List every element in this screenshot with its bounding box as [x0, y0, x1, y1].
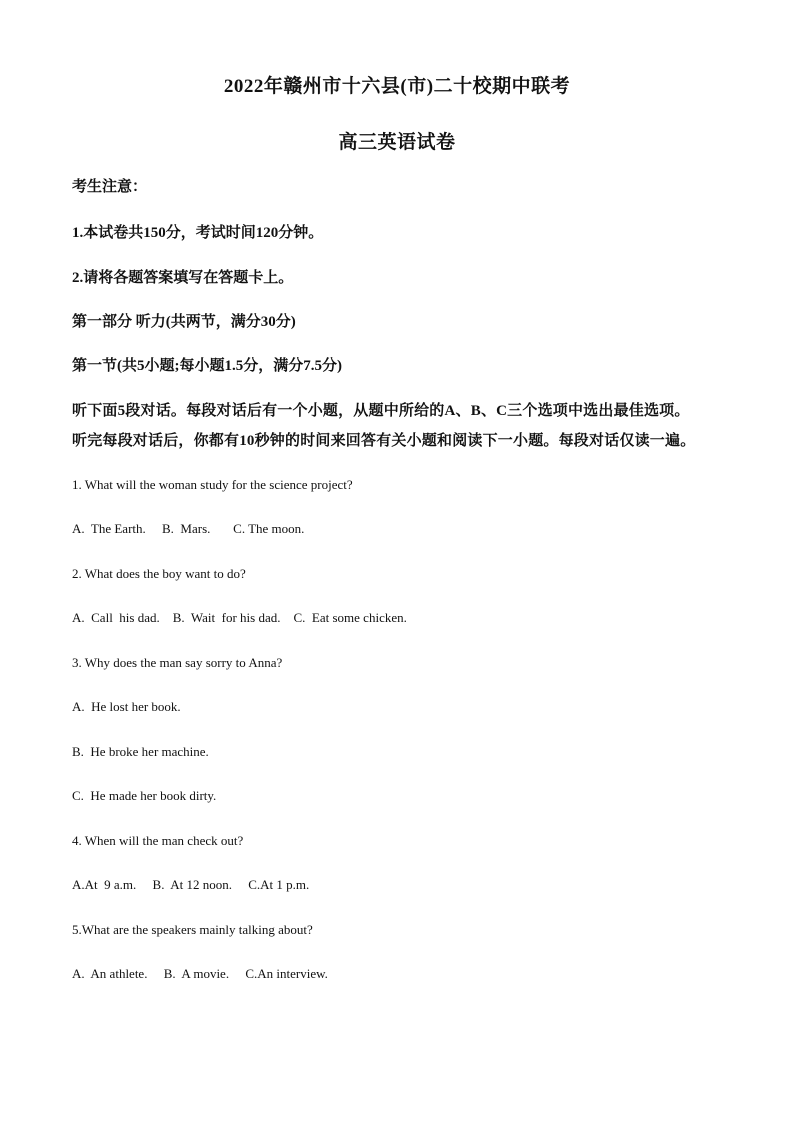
question-3-option-a: A. He lost her book.: [72, 699, 181, 714]
question-5-options: A. An athlete. B. A movie. C.An interview.: [72, 966, 328, 981]
question-2-options: A. Call his dad. B. Wait for his dad. C. Eat some chicken.: [72, 610, 407, 625]
question-3-option-c: C. He made her book dirty.: [72, 788, 217, 803]
question-4: 4. When will the man check out?: [72, 833, 244, 848]
question-3: 3. Why does the man say sorry to Anna?: [72, 655, 283, 670]
question-5: 5.What are the speakers mainly talking about?: [72, 922, 313, 937]
instruction-line-2: 听完每段对话后，你都有10秒钟的时间来回答有关小题和阅读下一小题。每段对话仅读一遍。: [72, 433, 696, 449]
section-heading: 第一节(共5小题;每小题1.5分，满分7.5分): [72, 358, 342, 374]
exam-subtitle: 高三英语试卷: [338, 132, 456, 153]
exam-title: 2022年赣州市十六县(市)二十校期中联考: [223, 76, 571, 97]
question-3-option-b: B. He broke her machine.: [72, 744, 209, 759]
question-4-options: A.At 9 a.m. B. At 12 noon. C.At 1 p.m.: [72, 877, 310, 892]
question-2: 2. What does the boy want to do?: [72, 566, 246, 581]
notice-heading: 考生注意：: [72, 179, 148, 195]
notice-item-2: 2.请将各题答案填写在答题卡上。: [72, 270, 294, 286]
part-heading: 第一部分 听力(共两节，满分30分): [72, 314, 296, 330]
notice-item-1: 1.本试卷共150分，考试时间120分钟。: [72, 225, 324, 241]
instruction-line-1: 听下面5段对话。每段对话后有一个小题，从题中所给的A、B、C三个选项中选出最佳选项。: [72, 403, 690, 419]
question-1: 1. What will the woman study for the science project?: [72, 477, 353, 492]
question-1-options: A. The Earth. B. Mars. C. The moon.: [72, 521, 305, 536]
